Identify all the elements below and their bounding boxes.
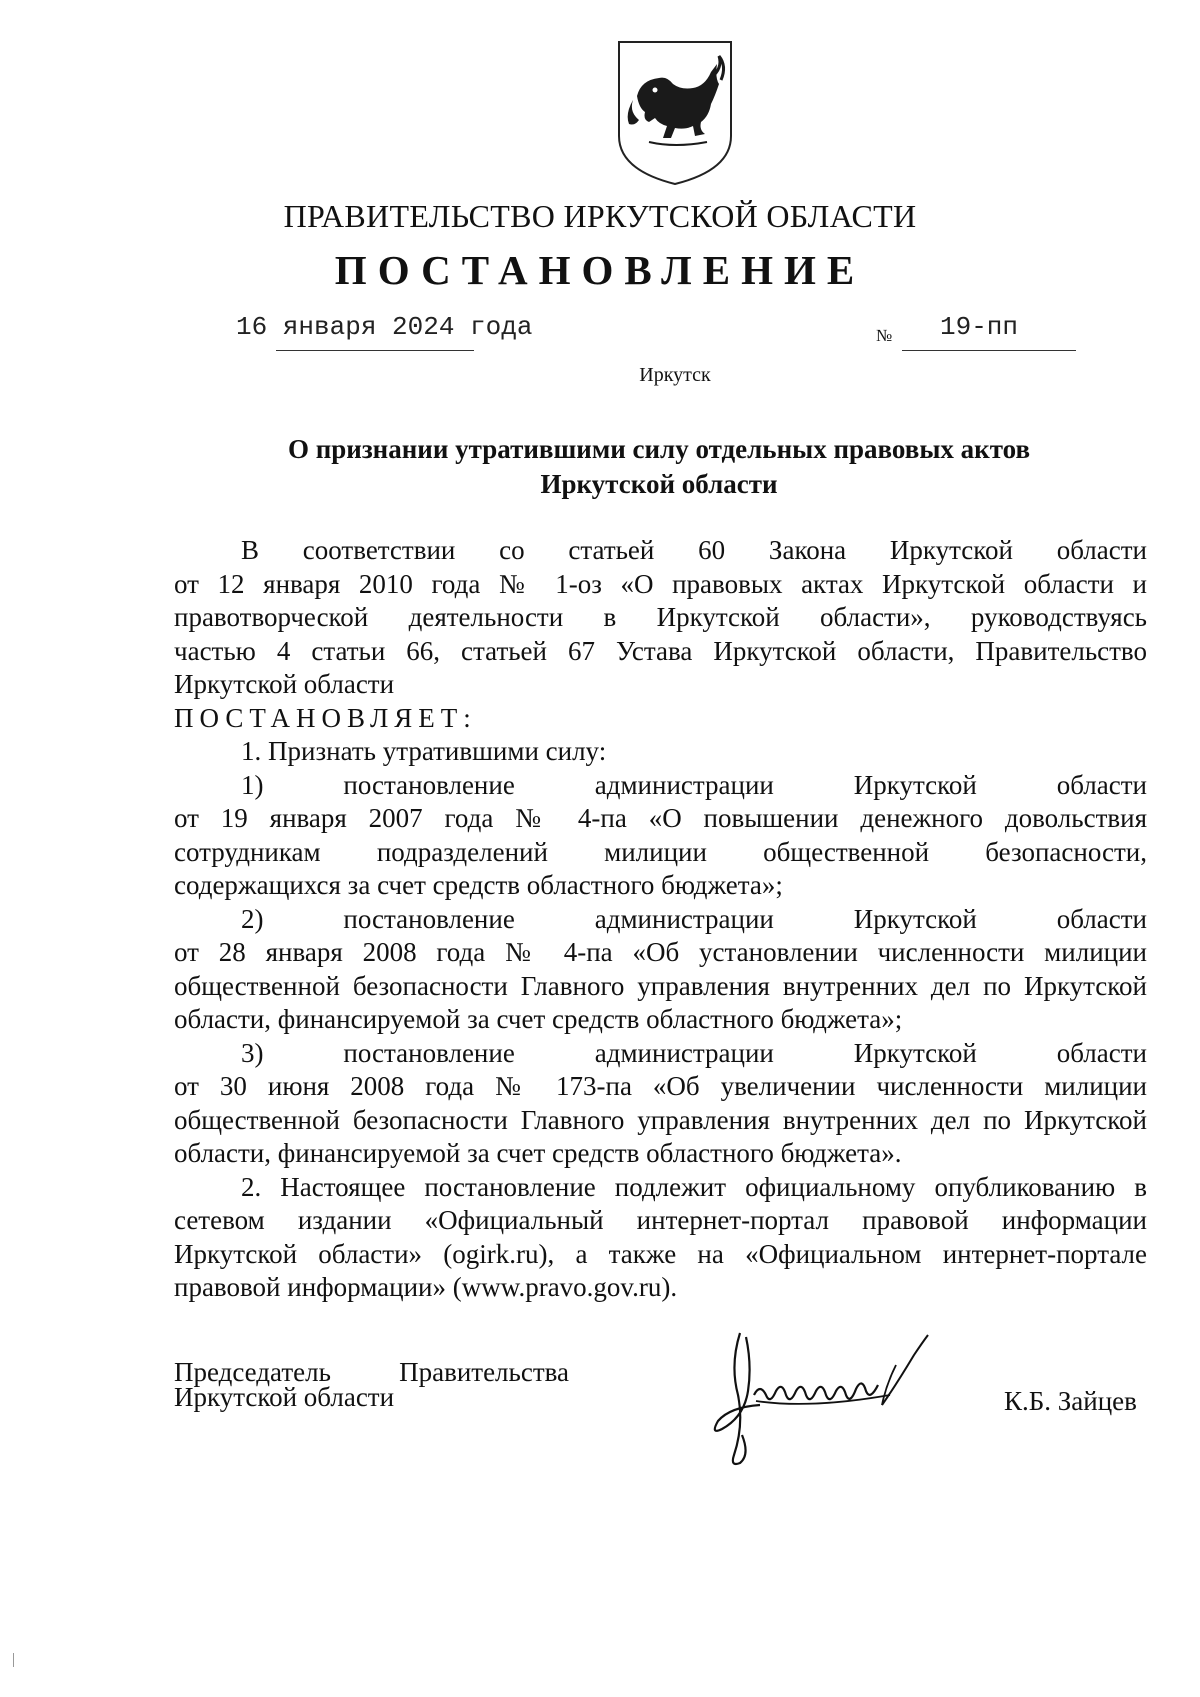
sub-item-2-line: общественной безопасности Главного управления внутренних дел по Иркутской xyxy=(174,970,1147,1001)
margin-mark xyxy=(13,1653,14,1667)
point-2-line: правовой информации» (www.pravo.gov.ru). xyxy=(174,1272,678,1302)
sub-item-3-line: от 30 июня 2008 года № 173-па «Об увеличении численности милиции xyxy=(174,1071,1147,1101)
sub-item-2-line: области, финансируемой за счет средств областного бюджета»; xyxy=(174,1004,903,1034)
sub-item-2-line: 2) постановление администрации Иркутской области xyxy=(241,903,1147,934)
resolves-heading: ПОСТАНОВЛЯЕТ: xyxy=(174,702,477,733)
sub-item-1-line: содержащихся за счет средств областного бюджета»; xyxy=(174,870,783,900)
organization-title: ПРАВИТЕЛЬСТВО ИРКУТСКОЙ ОБЛАСТИ xyxy=(283,198,917,234)
preamble-line: правотворческой деятельности в Иркутской области», руководствуясь xyxy=(174,602,1147,632)
point-1: 1. Признать утратившими силу: xyxy=(241,736,607,766)
signer-name: К.Б. Зайцев xyxy=(1004,1386,1137,1416)
sub-item-1-line: от 19 января 2007 года № 4-па «О повышении денежного довольствия xyxy=(174,803,1147,833)
point-2-line: 2. Настоящее постановление подлежит официальному опубликованию в xyxy=(241,1171,1147,1202)
preamble-line: В соответствии со статьей 60 Закона Иркутской области xyxy=(241,535,1147,565)
signer-position-line-2: Иркутской области xyxy=(174,1382,395,1412)
document-date: 16 января 2024 года xyxy=(236,312,533,342)
sub-item-1-line: 1) постановление администрации Иркутской области xyxy=(241,769,1147,800)
preamble-line: Иркутской области xyxy=(174,669,395,699)
document-heading xyxy=(174,432,1144,502)
signer-position xyxy=(174,1357,569,1412)
sub-item-3-line: общественной безопасности Главного управления внутренних дел по Иркутской xyxy=(174,1104,1147,1135)
sub-item-3-line: 3) постановление администрации Иркутской области xyxy=(241,1037,1147,1068)
handwritten-signature-icon xyxy=(700,1325,960,1475)
heading-line-2: Иркутской области xyxy=(540,469,778,499)
number-underline xyxy=(902,350,1076,351)
sub-item-2-line: от 28 января 2008 года № 4-па «Об установлении численности милиции xyxy=(174,937,1147,967)
document-city: Иркутск xyxy=(639,364,711,386)
date-underline xyxy=(276,350,474,351)
point-2-line: Иркутской области» (ogirk.ru), а также на «Официальном интернет-портале xyxy=(174,1238,1147,1269)
document-body xyxy=(174,534,1147,1305)
sub-item-3-line: области, финансируемой за счет средств областного бюджета». xyxy=(174,1138,902,1168)
preamble-line: от 12 января 2010 года № 1-оз «О правовых актах Иркутской области и xyxy=(174,568,1147,599)
document-type: ПОСТАНОВЛЕНИЕ xyxy=(334,247,866,293)
sub-item-1-line: сотрудникам подразделений милиции общественной безопасности, xyxy=(174,836,1147,867)
irkutsk-coat-of-arms-icon xyxy=(615,38,735,186)
signer-position-line-1: Председатель Правительства xyxy=(174,1357,569,1387)
point-2-line: сетевом издании «Официальный интернет-портал правовой информации xyxy=(174,1205,1147,1235)
preamble-line: частью 4 статьи 66, статьей 67 Устава Иркутской области, Правительство xyxy=(174,635,1147,666)
document-number: 19-пп xyxy=(940,312,1019,342)
number-sign: № xyxy=(876,326,893,345)
heading-line-1: О признании утратившими силу отдельных правовых актов xyxy=(287,434,1031,464)
